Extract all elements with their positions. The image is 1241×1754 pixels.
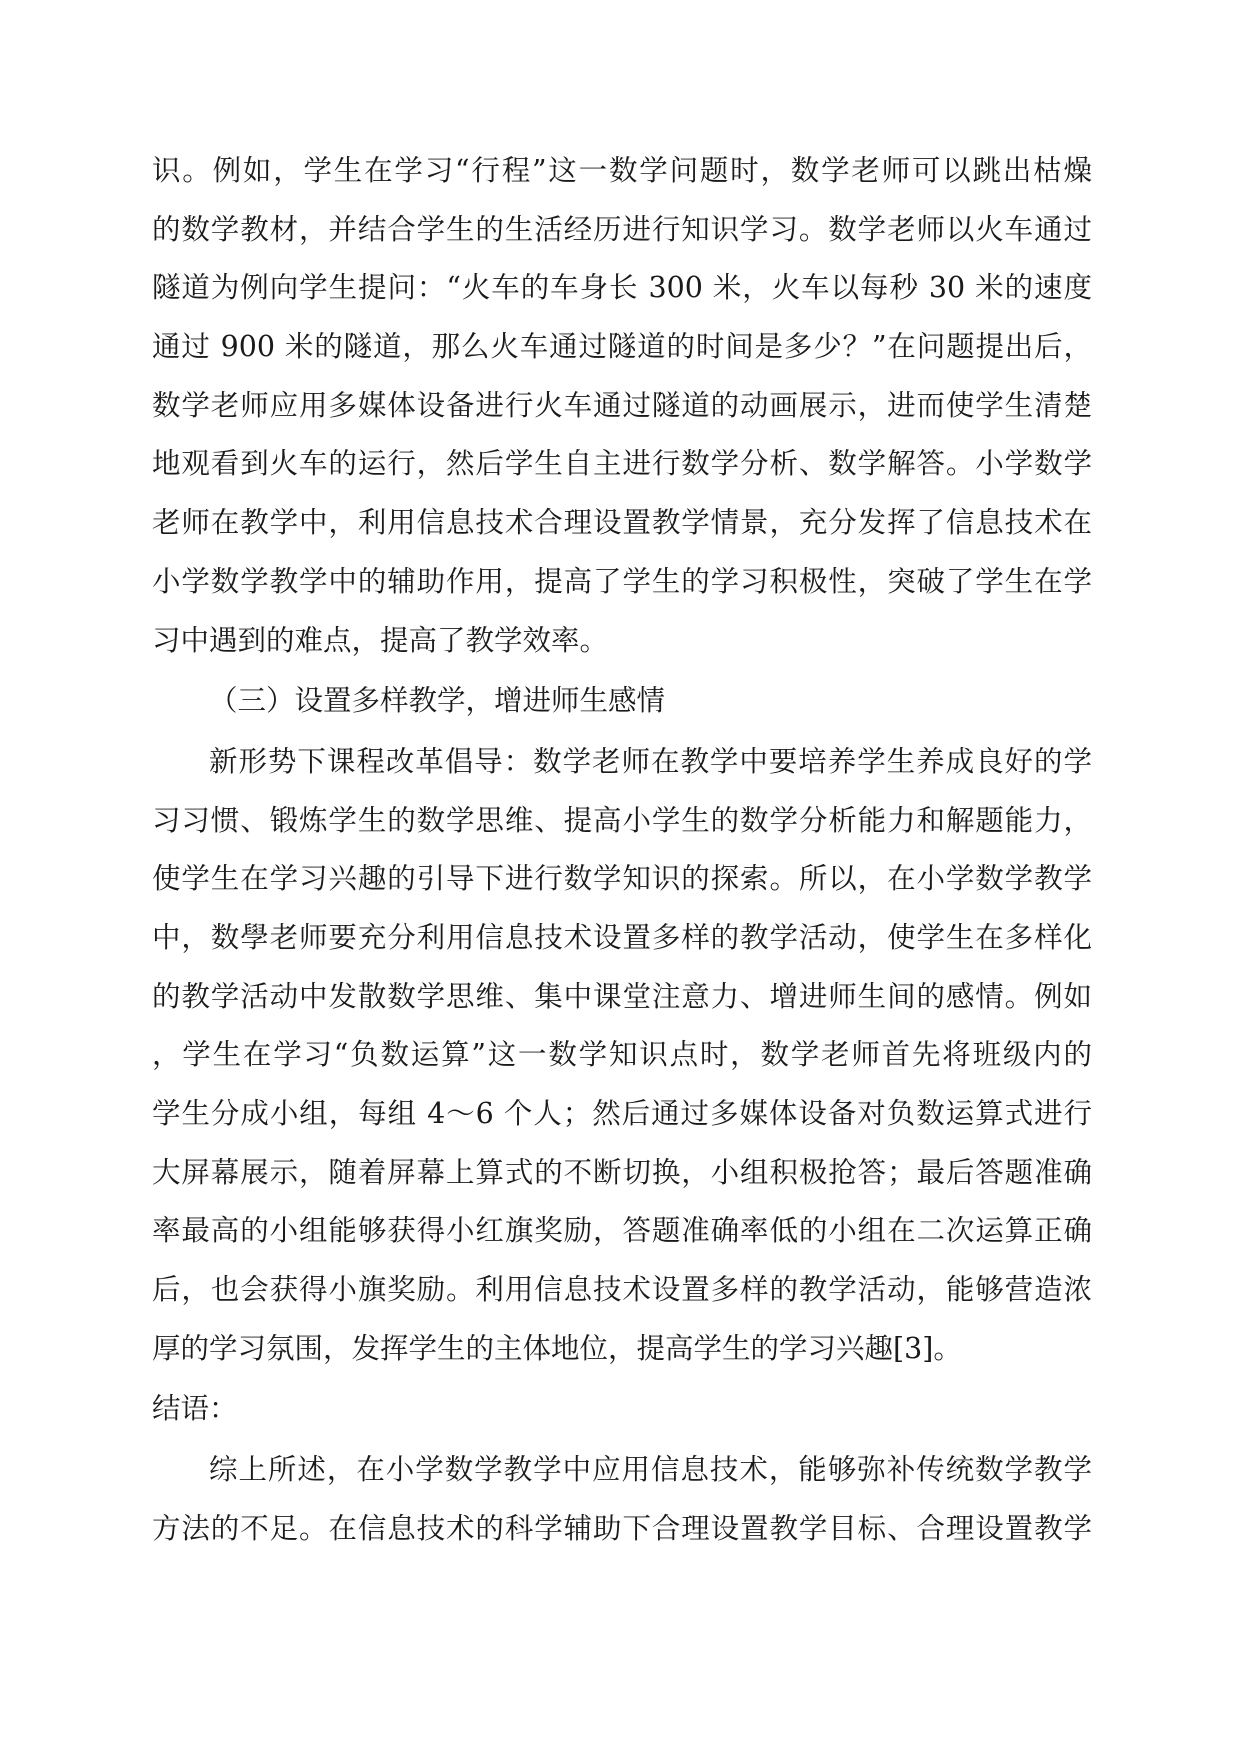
paragraph-continuation	[152, 142, 1092, 670]
text-line: 综上所述，在小学数学教学中应用信息技术，能够弥补传统数学教学	[209, 1453, 1092, 1487]
text-line: 习习惯、锻炼学生的数学思维、提高小学生的数学分析能力和解题能力，	[152, 803, 1092, 837]
text-line: 使学生在学习兴趣的引导下进行数学知识的探索。所以，在小学数学教学	[152, 862, 1092, 896]
section-heading: （三）设置多样教学，增进师生感情	[209, 684, 666, 718]
document-body	[152, 142, 1092, 1559]
text-line: 方法的不足。在信息技术的科学辅助下合理设置教学目标、合理设置教学	[152, 1511, 1092, 1545]
text-line: 后，也会获得小旗奖励。利用信息技术设置多样的教学活动，能够营造浓	[152, 1273, 1092, 1307]
text-line: 率最高的小组能够获得小红旗奖励，答题准确率低的小组在二次运算正确	[152, 1214, 1092, 1248]
text-line: 中，数學老师要充分利用信息技术设置多样的教学活动，使学生在多样化	[152, 920, 1092, 954]
paragraph-multiple-teaching	[152, 733, 1092, 1379]
text-line: 大屏幕展示，随着屏幕上算式的不断切换，小组积极抢答；最后答题准确	[152, 1155, 1092, 1189]
text-line: 的教学活动中发散数学思维、集中课堂注意力、增进师生间的感情。例如	[152, 979, 1092, 1013]
text-line: 新形势下课程改革倡导：数学老师在教学中要培养学生养成良好的学	[209, 744, 1092, 778]
text-line: 小学数学教学中的辅助作用，提高了学生的学习积极性，突破了学生在学	[152, 564, 1092, 598]
text-line: 老师在教学中，利用信息技术合理设置教学情景，充分发挥了信息技术在	[152, 506, 1092, 540]
text-line: ，学生在学习“负数运算”这一数学知识点时，数学老师首先将班级内的	[152, 1038, 1092, 1072]
text-line: 地观看到火车的运行，然后学生自主进行数学分析、数学解答。小学数学	[152, 447, 1092, 481]
text-line: 习中遇到的难点，提高了教学效率。	[152, 623, 609, 657]
conclusion-heading: 结语：	[152, 1392, 238, 1426]
text-line: 通过 900 米的隧道，那么火车通过隧道的时间是多少？”在问题提出后，	[152, 330, 1092, 364]
text-line: 数学老师应用多媒体设备进行火车通过隧道的动画展示，进而使学生清楚	[152, 388, 1092, 422]
text-line: 识。例如，学生在学习“行程”这一数学问题时，数学老师可以跳出枯燥	[152, 154, 1092, 187]
text-line: 隧道为例向学生提问：“火车的车身长 300 米，火车以每秒 30 米的速度	[152, 271, 1092, 305]
text-line: 的数学教材，并结合学生的生活经历进行知识学习。数学老师以火车通过	[152, 212, 1092, 246]
text-line: 学生分成小组，每组 4～6 个人；然后通过多媒体设备对负数运算式进行	[152, 1097, 1092, 1130]
paragraph-conclusion	[152, 1441, 1092, 1558]
text-line: 厚的学习氛围，发挥学生的主体地位，提高学生的学习兴趣[3]。	[152, 1331, 962, 1365]
